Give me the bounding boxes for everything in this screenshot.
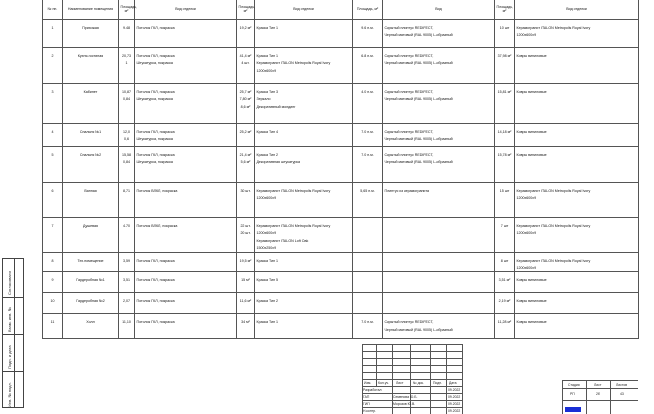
cell-line: Декоративный молдинг [256,104,296,109]
cell-line: 3,51 [123,278,130,283]
cell-skirting-type [383,218,495,253]
cell-floor-area [495,218,515,253]
cell-line: 4.70 [123,224,130,228]
tb-col-kol: Кол.уч. [378,380,390,385]
cell-line: 2,07 [123,299,130,304]
cell-line: Потолок ГКЛ, покраска [136,54,175,58]
cell-line: Потолок ГКЛ, покраска [136,258,175,263]
cell-walls-type [255,293,353,314]
cell-line: 15,81 м² [497,90,512,94]
cell-line: 41,4 м² [239,54,252,58]
cell-line: Керамогранит ITALON Metropolis Royal Ivory [256,224,331,228]
cell-line: Черный матовый (RAL 9005) L-образный [384,160,453,165]
cell-line: 12,0 [123,130,130,134]
cell-line: Ковры виниловые [516,278,547,283]
cell-line: 20,73 [122,54,131,58]
cell-line: 9.6 п.м. [361,26,374,30]
cell-walls-type [255,314,353,339]
cell-ceiling-area [237,272,255,293]
cell-num: 9 [43,272,63,293]
cell-line: 10 шт [499,26,510,30]
finishing-schedule-table [42,0,639,339]
cell-walls-qty [353,272,383,293]
cell-line: 20 шт. [240,231,251,236]
cell-floor-area [495,147,515,183]
tb-sheet-label: Лист [594,383,602,387]
cell-room: Ванная [63,183,119,218]
cell-line: 0,6 [124,137,129,142]
cell-line: 1500x250x9 [256,246,277,251]
tb-date: 09.2022 [448,394,461,399]
tb-col-izm: Изм. [364,380,372,385]
cell-line: Штукатурка, покраска [136,97,173,102]
title-block [362,344,638,414]
cell-line: 7.0 п.м. [361,320,374,325]
cell-line: 4.0 п.м. [361,90,374,94]
cell-floor-area [495,293,515,314]
cell-line: 3,59 [123,258,130,263]
cell-walls-qty [353,147,383,183]
cell-line: Керамогранит ITALON Metropolis Royal Ivory [516,26,591,30]
cell-line: 15,78 м² [497,153,512,157]
cell-line: 0,84 [123,97,130,102]
cell-line: 9.48 [123,26,130,30]
cell-line: Ковры виниловые [516,153,547,157]
header-walls-qty: Площадь, м² [353,0,383,20]
cell-floor-area [495,183,515,218]
cell-floor-type [515,84,639,124]
tb-sheets-label: Листов [616,383,628,387]
strip-label-orig-inv: Инв. № подл. [7,382,12,407]
cell-line: 15 шт [499,189,510,193]
cell-walls-qty [353,183,383,218]
strip-label-agreed: Согласовано [7,270,12,295]
cell-floor-area [495,314,515,339]
cell-walls-type [255,218,353,253]
cell-line: Штукатурка, покраска [136,137,173,142]
cell-line: 15 м² [241,278,250,283]
tb-role: ГАП [363,394,370,399]
cell-area [119,218,135,253]
cell-ceiling-type [135,252,237,272]
cell-room: Тех.помещение [63,252,119,272]
table-row [43,124,639,147]
cell-room: Спальня №1 [63,124,119,147]
cell-ceiling-type [135,48,237,84]
cell-num: 11 [43,314,63,339]
cell-line: 15,58 [122,153,131,157]
cell-ceiling-type [135,314,237,339]
cell-floor-type [515,293,639,314]
cell-walls-type [255,183,353,218]
cell-ceiling-area [237,84,255,124]
cell-line: Краска Тип 1 [256,320,279,325]
cell-line: Керамогранит ITALON Metropolis Royal Ivory [516,258,591,263]
cell-line: Краска Тип 1 [256,26,279,30]
cell-line: Черный матовый (RAL 9005) L-образный [384,33,453,38]
table-header-row [43,0,639,20]
cell-line: 4 шт. [241,61,250,66]
tb-role: Н.контр. [363,408,377,413]
cell-floor-type [515,183,639,218]
header-area: Площадь, м² [119,0,135,20]
tb-stage-label: Стадия [568,383,580,387]
cell-line: 11,6 м² [239,299,252,304]
cell-line: 3,51 м² [498,278,511,283]
cell-line: Скрытый плинтус REDIFECT, [384,26,434,30]
cell-line: 30 шт. [240,189,251,193]
cell-room: Холл [63,314,119,339]
cell-line: Ковры виниловые [516,320,547,325]
cell-area [119,20,135,48]
cell-area [119,252,135,272]
cell-ceiling-area [237,48,255,84]
cell-line: Керамогранит ITALON Metropolis Royal Ivory [516,189,591,193]
cell-ceiling-area [237,252,255,272]
cell-ceiling-type [135,84,237,124]
cell-line: 7.0 п.м. [361,153,374,157]
cell-floor-area [495,84,515,124]
cell-floor-type [515,314,639,339]
tb-date: 09.2022 [448,408,461,413]
cell-num: 8 [43,252,63,272]
table-row [43,314,639,339]
cell-room: Душевая [63,218,119,253]
tb-sheet-value: 2б [596,392,600,396]
cell-skirting-type [383,20,495,48]
header-ceiling-type: Вид отделки [135,0,237,20]
cell-ceiling-type [135,20,237,48]
cell-ceiling-type [135,218,237,253]
table-row [43,48,639,84]
cell-area [119,84,135,124]
cell-floor-area [495,252,515,272]
cell-line: Керамогранит ITALON Metropolis Royal Ivory [256,61,331,66]
cell-line: 7 шт [500,224,509,228]
cell-line: 21,4 м² [239,153,252,157]
cell-skirting-type [383,314,495,339]
cell-room: Кабинет [63,84,119,124]
cell-line: Декоративная штукатурка [256,160,300,165]
cell-line: 1200x600x9 [256,68,277,73]
cell-floor-area [495,272,515,293]
header-ceiling-area: Площадь, м² [237,0,255,20]
cell-line: 1200x600x9 [516,231,537,236]
cell-num: 6 [43,183,63,218]
cell-line: Потолок ГКЛ, покраска [136,130,175,134]
cell-line: Скрытый плинтус REDIFECT, [384,130,434,134]
cell-ceiling-type [135,124,237,147]
cell-line: 1200x600x9 [256,231,277,236]
tb-date: 09.2022 [448,387,461,392]
header-walls-type: Вид отделки [255,0,353,20]
cell-area [119,147,135,183]
cell-line: Скрытый плинтус REDIFECT, [384,153,434,157]
cell-line: Краска Тип 4 [256,130,279,134]
cell-line: Потолок ГКЛ, покраска [136,153,175,157]
cell-room: Кухня-гостиная [63,48,119,84]
cell-walls-type [255,84,353,124]
cell-ceiling-type [135,147,237,183]
cell-line: 14,18 м² [497,130,512,134]
cell-line: Ковры виниловые [516,90,547,94]
cell-line: Краска Тип 2 [256,299,279,304]
header-skirting-type: Вид [383,0,495,20]
table-row [43,293,639,314]
cell-ceiling-area [237,183,255,218]
cell-line: 8,6 м² [240,104,251,109]
cell-line: Черный матовый (RAL 9005) L-образный [384,97,453,102]
tb-date: 09.2022 [448,401,461,406]
cell-area [119,293,135,314]
cell-line: 19,5 м² [239,258,252,263]
table-row [43,183,639,218]
cell-walls-qty [353,20,383,48]
cell-floor-area [495,20,515,48]
header-num: № пп. [43,0,63,20]
cell-walls-type [255,272,353,293]
cell-line: Потолок ВЛКЛ, покраска [136,189,178,193]
cell-line: Штукатурка, покраска [136,61,173,66]
cell-skirting-type [383,48,495,84]
cell-line: 0,84 [123,160,130,165]
tb-col-date: Дата [449,380,457,385]
header-floor-type: Вид отделки [515,0,639,20]
cell-walls-type [255,147,353,183]
cell-num: 2 [43,48,63,84]
cell-num: 3 [43,84,63,124]
cell-walls-type [255,124,353,147]
tb-role: ГИП [363,401,370,406]
cell-floor-type [515,124,639,147]
cell-floor-type [515,20,639,48]
cell-ceiling-type [135,272,237,293]
cell-line: Ковры виниловые [516,299,547,304]
cell-line: 6.8 п.м. [361,54,374,58]
cell-num: 10 [43,293,63,314]
cell-num: 5 [43,147,63,183]
cell-line: Штукатурка, покраска [136,160,173,165]
cell-num: 1 [43,20,63,48]
header-room: Наименование помещения [63,0,119,20]
cell-line: 10,87 [122,90,131,94]
cell-line: Скрытый плинтус REDIFECT, [384,320,434,325]
cell-line: 19,2 м² [239,26,252,30]
cell-num: 7 [43,218,63,253]
cell-area [119,314,135,339]
tb-col-list: Лист [396,380,404,385]
tb-sheets-value: 43 [620,392,624,396]
cell-line: 11,28 м² [497,320,512,325]
tb-col-doc: № док. [413,380,424,385]
cell-floor-type [515,218,639,253]
tb-name: Морозов Ю.В. [393,401,416,406]
cell-line: 25,7 м² [239,90,252,94]
cell-walls-qty [353,314,383,339]
cell-line: Зеркало [256,97,271,102]
cell-floor-area [495,124,515,147]
cell-walls-qty [353,48,383,84]
cell-line: Краска Тип 5 [256,278,279,283]
cell-line: Краска Тип 1 [256,54,279,58]
cell-ceiling-area [237,218,255,253]
cell-skirting-type [383,147,495,183]
cell-room: Прихожая [63,20,119,48]
cell-line: 5,65 п.м. [360,189,375,193]
cell-ceiling-type [135,183,237,218]
cell-area [119,48,135,84]
cell-walls-qty [353,293,383,314]
cell-line: Черный матовый (RAL 9005) L-образный [384,61,453,66]
cell-area [119,272,135,293]
cell-num: 4 [43,124,63,147]
table-row [43,252,639,272]
cell-line: Скрытый плинтус REDIFECT, [384,54,434,58]
cell-floor-type [515,252,639,272]
cell-line: 7,80 м² [239,97,252,102]
cell-ceiling-area [237,314,255,339]
side-stamp-strip [2,258,24,408]
tb-stage-value: РП [570,392,575,396]
cell-walls-type [255,252,353,272]
cell-line: 34 м² [241,320,250,325]
cell-skirting-type [383,183,495,218]
cell-line: Краска Тип 3 [256,90,279,94]
cell-line: 22 шт. [240,224,251,228]
cell-skirting-type [383,293,495,314]
table-row [43,218,639,253]
table-row [43,147,639,183]
cell-ceiling-area [237,147,255,183]
cell-line: Краска Тип 2 [256,153,279,157]
cell-skirting-type [383,124,495,147]
cell-line: 25,2 м² [239,130,252,134]
cell-line: Черный матовый (RAL 9005) L-образный [384,137,453,142]
cell-line: Керамогранит ITALON Loft Oak [256,238,309,243]
cell-room: Гардеробная №2 [63,293,119,314]
table-row [43,84,639,124]
cell-line: 37,98 м² [497,54,512,58]
cell-floor-type [515,272,639,293]
cell-floor-area [495,48,515,84]
cell-ceiling-area [237,20,255,48]
cell-line: Скрытый плинтус REDIFECT, [384,90,434,94]
cell-walls-qty [353,84,383,124]
cell-line: Потолок ГКЛ, покраска [136,320,175,325]
cell-line: 2,19 м² [498,299,511,304]
cell-line: 1200x600x9 [256,196,277,201]
cell-room: Гардеробная №1 [63,272,119,293]
header-floor-area: Площадь, м² [495,0,515,20]
cell-walls-qty [353,252,383,272]
cell-line: 7.0 п.м. [361,130,374,134]
cell-line: Потолок ГКЛ, покраска [136,278,175,283]
cell-skirting-type [383,272,495,293]
cell-floor-type [515,147,639,183]
cell-line: Плинтус из керамогранита [384,189,430,193]
cell-line: 8 шт [500,258,509,263]
cell-line: 1 [125,61,128,66]
cell-floor-type [515,48,639,84]
cell-line: Потолок ГКЛ, покраска [136,299,175,304]
cell-walls-type [255,20,353,48]
cell-ceiling-area [237,124,255,147]
cell-line: Черный матовый (RAL 9005) L-образный [384,327,453,332]
cell-area [119,183,135,218]
tb-name: Семенова Ю.Б. [393,394,418,399]
cell-line: Потолок ГКЛ, покраска [136,90,175,94]
cell-line: Краска Тип 1 [256,258,279,263]
cell-line: Потолок ВЛКЛ, покраска [136,224,178,228]
cell-walls-qty [353,218,383,253]
cell-line: 5,6 м² [240,160,251,165]
cell-line: Ковры виниловые [516,54,547,58]
cell-walls-type [255,48,353,84]
cell-area [119,124,135,147]
cell-ceiling-type [135,293,237,314]
cell-line: 1200x600x9 [516,33,537,38]
table-row [43,20,639,48]
cell-skirting-type [383,252,495,272]
table-row [43,272,639,293]
cell-line: 1200x600x9 [516,196,537,201]
cell-walls-qty [353,124,383,147]
cell-line: Потолок ГКЛ, покраска [136,26,175,30]
cell-line: Керамогранит ITALON Metropolis Royal Ivory [256,189,331,193]
tb-col-sign: Подп. [433,380,443,385]
accent-mark [565,407,581,412]
cell-line: 8,71 [123,189,130,193]
cell-line: Керамогранит ITALON Metropolis Royal Ivory [516,224,591,228]
cell-line: 1200x600x9 [516,266,537,271]
cell-line: Ковры виниловые [516,130,547,134]
cell-ceiling-area [237,293,255,314]
tb-role: Разработал [363,387,382,392]
strip-label-replaced-inv: Взам. инв. № [7,307,12,332]
cell-skirting-type [383,84,495,124]
cell-room: Спальня №2 [63,147,119,183]
cell-line: 11,10 [122,320,131,325]
strip-label-sign-date: Подп. и дата [7,345,12,369]
